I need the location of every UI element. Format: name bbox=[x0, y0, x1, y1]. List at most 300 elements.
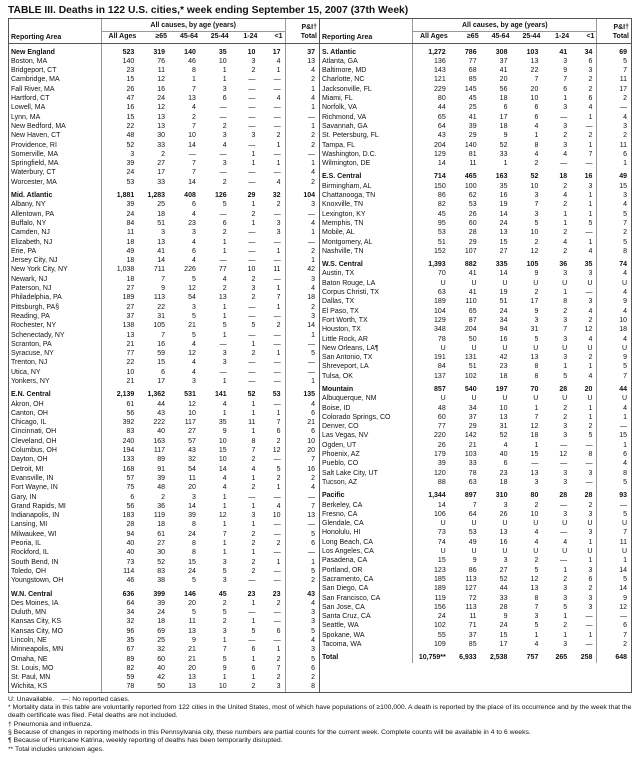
value-cell: 3 bbox=[503, 501, 508, 509]
value-cell: 35 bbox=[218, 419, 227, 427]
value-cell: 41 bbox=[468, 270, 477, 278]
value-cell: 35 bbox=[584, 261, 593, 269]
value-cell: 465 bbox=[464, 173, 477, 181]
value-cell: 10 bbox=[218, 57, 227, 65]
pi-total-cell: — bbox=[285, 340, 319, 349]
value-cell: 1 bbox=[251, 655, 256, 663]
value-cell: 10 bbox=[218, 683, 227, 691]
table-row bbox=[9, 617, 319, 626]
table-row bbox=[320, 631, 631, 640]
value-cell: 189 bbox=[434, 585, 446, 593]
table-row bbox=[9, 103, 319, 112]
pi-total-cell: 1 bbox=[597, 556, 631, 565]
pi-total-cell: — bbox=[285, 520, 319, 529]
value-cell: 86 bbox=[468, 566, 477, 574]
value-cell: 2 bbox=[534, 289, 539, 297]
deaths-table-left bbox=[9, 19, 319, 692]
pi-total-cell: 10 bbox=[597, 316, 631, 325]
value-cell: 1 bbox=[534, 441, 539, 449]
value-cell: 6 bbox=[222, 219, 227, 227]
pi-total-cell: 12 bbox=[597, 603, 631, 612]
value-cell: 1 bbox=[276, 646, 281, 654]
reporting-area-cell: Lexington, KY bbox=[320, 210, 413, 219]
value-cell: 52 bbox=[247, 391, 256, 399]
value-cell: 4 bbox=[563, 238, 568, 246]
pi-total-cell: 5 bbox=[285, 655, 319, 664]
reporting-area-cell: Sacramento, CA bbox=[320, 575, 413, 584]
pi-total-cell: 6 bbox=[597, 621, 631, 630]
value-cell: 8 bbox=[191, 67, 196, 75]
value-cell: 1 bbox=[276, 350, 281, 358]
value-cell: 29 bbox=[468, 238, 477, 246]
reporting-area-cell: Las Vegas, NV bbox=[320, 431, 413, 440]
value-cell: 1 bbox=[222, 67, 227, 75]
value-cell: 2 bbox=[222, 122, 227, 130]
value-cell: 24 bbox=[499, 307, 508, 315]
value-cell: 13 bbox=[530, 469, 539, 477]
value-cell: 13 bbox=[499, 413, 508, 421]
value-cell: 1 bbox=[222, 76, 227, 84]
value-cell: 4 bbox=[222, 484, 227, 492]
value-cell: 113 bbox=[465, 575, 477, 583]
value-cell: 2 bbox=[534, 501, 539, 509]
value-cell: 24 bbox=[437, 613, 446, 621]
value-cell: — bbox=[219, 340, 227, 348]
value-cell: 2 bbox=[276, 540, 281, 548]
value-cell: 2 bbox=[251, 530, 256, 538]
value-cell: 51 bbox=[157, 219, 166, 227]
value-cell: 12 bbox=[218, 512, 227, 520]
value-cell: 1,362 bbox=[147, 391, 166, 399]
value-cell: 43 bbox=[437, 132, 446, 140]
value-cell: 258 bbox=[580, 654, 593, 662]
value-cell: 4 bbox=[191, 238, 196, 246]
value-cell: 1 bbox=[588, 141, 593, 149]
value-cell: 18 bbox=[126, 257, 135, 265]
value-cell: 33 bbox=[468, 460, 477, 468]
value-cell: 4 bbox=[588, 335, 593, 343]
table-row bbox=[320, 547, 631, 556]
value-cell: 8 bbox=[563, 298, 568, 306]
value-cell: 5 bbox=[588, 432, 593, 440]
table-body-right bbox=[320, 43, 631, 663]
value-cell: 26 bbox=[126, 85, 135, 93]
value-cell: 4 bbox=[503, 441, 508, 449]
value-cell: 55 bbox=[437, 631, 446, 639]
value-cell: — bbox=[248, 229, 256, 237]
value-cell: 4 bbox=[588, 307, 593, 315]
table-row bbox=[9, 548, 319, 557]
value-cell: 12 bbox=[584, 326, 593, 334]
value-cell: 77 bbox=[218, 266, 227, 274]
value-cell: 75 bbox=[126, 484, 135, 492]
value-cell: 1 bbox=[563, 566, 568, 574]
value-cell: 35 bbox=[499, 182, 508, 190]
value-cell: 1 bbox=[276, 484, 281, 492]
table-row bbox=[9, 178, 319, 187]
value-cell: 3 bbox=[563, 469, 568, 477]
reporting-area-cell: Pittsburgh, PA§ bbox=[9, 303, 101, 312]
age-col-65plus: ≥65 bbox=[138, 32, 169, 44]
value-cell: 226 bbox=[184, 266, 196, 274]
value-cell: 7 bbox=[251, 447, 256, 455]
value-cell: 40 bbox=[126, 549, 135, 557]
table-row bbox=[320, 307, 631, 316]
value-cell: — bbox=[248, 368, 256, 376]
value-cell: 13 bbox=[157, 113, 166, 121]
value-cell: 51 bbox=[468, 363, 477, 371]
value-cell: 18 bbox=[559, 173, 568, 181]
value-cell: — bbox=[560, 529, 568, 537]
reporting-area-cell: Newark, NJ bbox=[9, 275, 101, 284]
value-cell: 102 bbox=[464, 372, 477, 380]
value-cell: 3 bbox=[563, 585, 568, 593]
value-cell: — bbox=[248, 637, 256, 644]
value-cell: 1,881 bbox=[116, 192, 135, 200]
value-cell: 64 bbox=[468, 510, 477, 518]
value-cell: 123 bbox=[434, 566, 446, 574]
table-row bbox=[9, 377, 319, 386]
value-cell: 117 bbox=[184, 419, 196, 427]
table-row bbox=[9, 187, 319, 200]
reporting-area-cell: Cambridge, MA bbox=[9, 75, 101, 84]
value-cell: 15 bbox=[218, 447, 227, 455]
pi-total-cell: 4 bbox=[597, 335, 631, 344]
value-cell: 5 bbox=[534, 219, 539, 227]
value-cell: 39 bbox=[126, 201, 135, 209]
pi-total-cell: 135 bbox=[285, 386, 319, 399]
value-cell: 19 bbox=[499, 201, 508, 209]
pi-total-cell: 1 bbox=[285, 377, 319, 386]
table-row bbox=[9, 228, 319, 237]
value-cell: 6 bbox=[534, 104, 539, 112]
value-cell: 1 bbox=[251, 150, 256, 158]
reporting-area-cell: Canton, OH bbox=[9, 409, 101, 418]
value-cell: 1 bbox=[588, 238, 593, 246]
value-cell: — bbox=[273, 85, 281, 93]
reporting-area-cell: Fresno, CA bbox=[320, 510, 413, 519]
value-cell: 7 bbox=[222, 646, 227, 654]
value-cell: 4 bbox=[222, 275, 227, 283]
value-cell: 714 bbox=[434, 173, 446, 181]
value-cell: 78 bbox=[126, 683, 135, 691]
pi-total-cell: 1 bbox=[285, 558, 319, 567]
pi-total-cell: 4 bbox=[597, 113, 631, 122]
reporting-area-cell: Indianapolis, IN bbox=[9, 511, 101, 520]
table-row bbox=[9, 159, 319, 168]
value-cell: — bbox=[273, 577, 281, 585]
value-cell: U bbox=[502, 395, 508, 403]
value-cell: 145 bbox=[464, 85, 477, 93]
value-cell: 2 bbox=[251, 350, 256, 358]
value-cell: 1 bbox=[251, 521, 256, 529]
table-row bbox=[9, 340, 319, 349]
value-cell: 39 bbox=[437, 460, 446, 468]
value-cell: 9 bbox=[563, 67, 568, 75]
value-cell: 41 bbox=[559, 48, 568, 56]
value-cell: 60 bbox=[157, 655, 166, 663]
value-cell: 81 bbox=[468, 150, 477, 158]
value-cell: 80 bbox=[437, 95, 446, 103]
value-cell: — bbox=[219, 257, 227, 265]
value-cell: 24 bbox=[126, 169, 135, 177]
table-row bbox=[320, 210, 631, 219]
value-cell: 1 bbox=[563, 289, 568, 297]
value-cell: 1,038 bbox=[116, 266, 135, 274]
value-cell: 59 bbox=[157, 350, 166, 358]
reporting-area-cell: Boston, MA bbox=[9, 57, 101, 66]
table-halves bbox=[9, 19, 631, 692]
table-row bbox=[320, 431, 631, 440]
value-cell: 7 bbox=[222, 530, 227, 538]
deaths-table-right bbox=[320, 19, 631, 663]
value-cell: 2 bbox=[563, 132, 568, 140]
value-cell: 757 bbox=[526, 654, 539, 662]
value-cell: 104 bbox=[434, 307, 446, 315]
value-cell: 12 bbox=[157, 104, 166, 112]
value-cell: 29 bbox=[468, 423, 477, 431]
table-row bbox=[320, 556, 631, 565]
reporting-area-cell: San Antonio, TX bbox=[320, 353, 413, 362]
value-cell: U bbox=[587, 548, 593, 556]
value-cell: 3 bbox=[191, 229, 196, 237]
all-causes-group-header: All causes, by age (years) bbox=[413, 19, 597, 32]
value-cell: 531 bbox=[184, 391, 196, 399]
value-cell: 1 bbox=[588, 210, 593, 218]
pi-total-cell: 1 bbox=[285, 256, 319, 265]
value-cell: 16 bbox=[157, 340, 166, 348]
reporting-area-cell: Rochester, NY bbox=[9, 321, 101, 330]
value-cell: 20 bbox=[188, 484, 196, 492]
value-cell: 1 bbox=[563, 613, 568, 621]
value-cell: — bbox=[273, 331, 281, 339]
value-cell: 16 bbox=[584, 173, 593, 181]
value-cell: 86 bbox=[437, 192, 446, 200]
reporting-area-cell: E.S. Central bbox=[320, 168, 413, 181]
value-cell: 183 bbox=[122, 512, 135, 520]
value-cell: 31 bbox=[499, 423, 508, 431]
pi-total-cell: — bbox=[285, 548, 319, 557]
value-cell: 3 bbox=[588, 594, 593, 602]
value-cell: 16 bbox=[499, 335, 508, 343]
pi-total-cell: 9 bbox=[597, 353, 631, 362]
value-cell: 2 bbox=[161, 150, 166, 158]
table-row bbox=[9, 131, 319, 140]
value-cell: 1 bbox=[588, 413, 593, 421]
pi-total-cell: U bbox=[597, 519, 631, 528]
reporting-area-cell: Savannah, GA bbox=[320, 122, 413, 131]
value-cell: 107 bbox=[464, 247, 477, 255]
value-cell: 60 bbox=[437, 413, 446, 421]
table-row bbox=[320, 131, 631, 140]
value-cell: 636 bbox=[122, 590, 135, 598]
value-cell: 7 bbox=[276, 419, 281, 427]
pi-total-cell: 7 bbox=[285, 455, 319, 464]
reporting-area-cell: Reading, PA bbox=[9, 312, 101, 321]
table-row bbox=[320, 566, 631, 575]
value-cell: 1 bbox=[251, 219, 256, 227]
value-cell: 37 bbox=[126, 312, 135, 320]
value-cell: 63 bbox=[437, 289, 446, 297]
pi-total-cell: 8 bbox=[597, 247, 631, 256]
value-cell: 10 bbox=[188, 409, 196, 417]
reporting-area-cell: Corpus Christi, TX bbox=[320, 288, 413, 297]
table-row bbox=[320, 122, 631, 131]
value-cell: 1,283 bbox=[147, 192, 166, 200]
table-row bbox=[320, 94, 631, 103]
age-col-45-64: 45-64 bbox=[481, 32, 512, 44]
value-cell: 4 bbox=[534, 529, 539, 537]
value-cell: 23 bbox=[247, 590, 256, 598]
table-row bbox=[9, 85, 319, 94]
value-cell: — bbox=[585, 613, 593, 621]
table-row bbox=[320, 150, 631, 159]
value-cell: 10 bbox=[188, 132, 196, 140]
value-cell: 103 bbox=[526, 48, 539, 56]
value-cell: 3 bbox=[588, 270, 593, 278]
pi-total-cell: 15 bbox=[597, 431, 631, 440]
table-row bbox=[9, 608, 319, 617]
value-cell: 1 bbox=[251, 160, 256, 168]
footnote: † Pneumonia and influenza. bbox=[8, 720, 93, 728]
value-cell: 16 bbox=[157, 85, 166, 93]
pi-total-cell: 6 bbox=[285, 539, 319, 548]
reporting-area-cell: Yonkers, NY bbox=[9, 377, 101, 386]
pi-total-cell: 2 bbox=[597, 94, 631, 103]
value-cell: 42 bbox=[499, 354, 508, 362]
value-cell: 5 bbox=[534, 566, 539, 574]
pi-total-label: Total bbox=[612, 33, 629, 40]
value-cell: 2 bbox=[251, 294, 256, 302]
value-cell: 88 bbox=[437, 478, 446, 486]
value-cell: 12 bbox=[188, 350, 196, 358]
value-cell: 43 bbox=[188, 447, 196, 455]
value-cell: 1 bbox=[222, 303, 227, 311]
value-cell: 3 bbox=[130, 150, 135, 158]
reporting-area-cell: Trenton, NJ bbox=[9, 358, 101, 367]
reporting-area-cell: San Diego, CA bbox=[320, 584, 413, 593]
value-cell: 133 bbox=[122, 456, 135, 464]
value-cell: 1 bbox=[563, 631, 568, 639]
pi-total-cell: 3 bbox=[285, 200, 319, 209]
pi-total-cell: 1 bbox=[597, 413, 631, 422]
value-cell: 8 bbox=[534, 372, 539, 380]
value-cell: 3 bbox=[588, 182, 593, 190]
value-cell: 8 bbox=[534, 594, 539, 602]
pi-total-cell: 5 bbox=[285, 567, 319, 576]
value-cell: 4 bbox=[191, 210, 196, 218]
value-cell: 33 bbox=[157, 178, 166, 186]
table-row bbox=[320, 344, 631, 353]
pi-total-cell: 69 bbox=[597, 43, 631, 57]
value-cell: — bbox=[248, 609, 256, 617]
value-cell: 1 bbox=[251, 618, 256, 626]
pi-total-cell: 93 bbox=[597, 487, 631, 500]
value-cell: 28 bbox=[559, 385, 568, 393]
footnote: ¶ Because of Hurricane Katrina, weekly reporting of deaths has been temporarily disrupted. bbox=[8, 737, 283, 745]
reporting-area-cell: Scranton, PA bbox=[9, 340, 101, 349]
value-cell: 5 bbox=[251, 322, 256, 330]
pi-label: P&I† bbox=[301, 24, 317, 32]
value-cell: 50 bbox=[157, 683, 166, 691]
reporting-area-cell: Erie, PA bbox=[9, 247, 101, 256]
value-cell: 41 bbox=[157, 247, 166, 255]
table-row bbox=[9, 94, 319, 103]
pi-total-cell: 2 bbox=[285, 131, 319, 140]
value-cell: 3 bbox=[588, 298, 593, 306]
reporting-area-cell: Long Beach, CA bbox=[320, 538, 413, 547]
value-cell: 2 bbox=[251, 456, 256, 464]
deaths-table bbox=[8, 18, 632, 693]
value-cell: 4 bbox=[251, 465, 256, 473]
value-cell: 152 bbox=[434, 247, 446, 255]
value-cell: — bbox=[273, 257, 281, 265]
reporting-area-cell: Los Angeles, CA bbox=[320, 547, 413, 556]
footnotes bbox=[8, 696, 632, 754]
reporting-area-cell: St. Petersburg, FL bbox=[320, 131, 413, 140]
value-cell: 1,344 bbox=[428, 492, 446, 500]
value-cell: 6 bbox=[503, 460, 508, 468]
table-row bbox=[320, 528, 631, 537]
value-cell: 5 bbox=[191, 331, 196, 339]
value-cell: 87 bbox=[468, 316, 477, 324]
value-cell: 9 bbox=[191, 637, 196, 644]
value-cell: 1 bbox=[563, 219, 568, 227]
reporting-area-cell: South Bend, IN bbox=[9, 558, 101, 567]
value-cell: — bbox=[273, 76, 281, 84]
value-cell: — bbox=[585, 478, 593, 486]
table-row bbox=[9, 474, 319, 483]
table-row bbox=[9, 682, 319, 691]
table-row bbox=[320, 191, 631, 200]
value-cell: 24 bbox=[157, 609, 166, 617]
value-cell: — bbox=[273, 210, 281, 218]
value-cell: 47 bbox=[126, 95, 135, 103]
pi-total-cell: 3 bbox=[285, 608, 319, 617]
value-cell: 4 bbox=[191, 257, 196, 265]
value-cell: 3 bbox=[563, 104, 568, 112]
value-cell: 140 bbox=[464, 141, 477, 149]
value-cell: 26 bbox=[468, 210, 477, 218]
reporting-area-cell: Jacksonville, FL bbox=[320, 85, 413, 94]
value-cell: — bbox=[273, 368, 281, 376]
value-cell: 27 bbox=[499, 566, 508, 574]
pi-total-cell: 14 bbox=[597, 566, 631, 575]
value-cell: 1 bbox=[251, 409, 256, 417]
pi-total-cell: 5 bbox=[597, 478, 631, 487]
pi-total-cell: — bbox=[285, 150, 319, 159]
value-cell: 2 bbox=[276, 437, 281, 445]
pi-total-cell: — bbox=[285, 358, 319, 367]
reporting-area-cell: Lynn, MA bbox=[9, 113, 101, 122]
value-cell: 8 bbox=[191, 540, 196, 548]
reporting-area-cell: Elizabeth, NJ bbox=[9, 238, 101, 247]
value-cell: U bbox=[471, 344, 477, 352]
pi-total-cell: 3 bbox=[597, 122, 631, 131]
value-cell: 2 bbox=[161, 493, 166, 501]
pi-total-cell: 21 bbox=[285, 418, 319, 427]
value-cell: 9 bbox=[472, 557, 477, 565]
reporting-area-cell: New Bedford, MA bbox=[9, 122, 101, 131]
value-cell: 1,272 bbox=[428, 48, 446, 56]
reporting-area-cell: Evansville, IN bbox=[9, 474, 101, 483]
value-cell: 131 bbox=[464, 354, 477, 362]
value-cell: 2 bbox=[534, 238, 539, 246]
value-cell: 1 bbox=[563, 95, 568, 103]
pi-total-cell: 5 bbox=[597, 575, 631, 584]
value-cell: 2 bbox=[191, 113, 196, 121]
value-cell: 7 bbox=[191, 122, 196, 130]
